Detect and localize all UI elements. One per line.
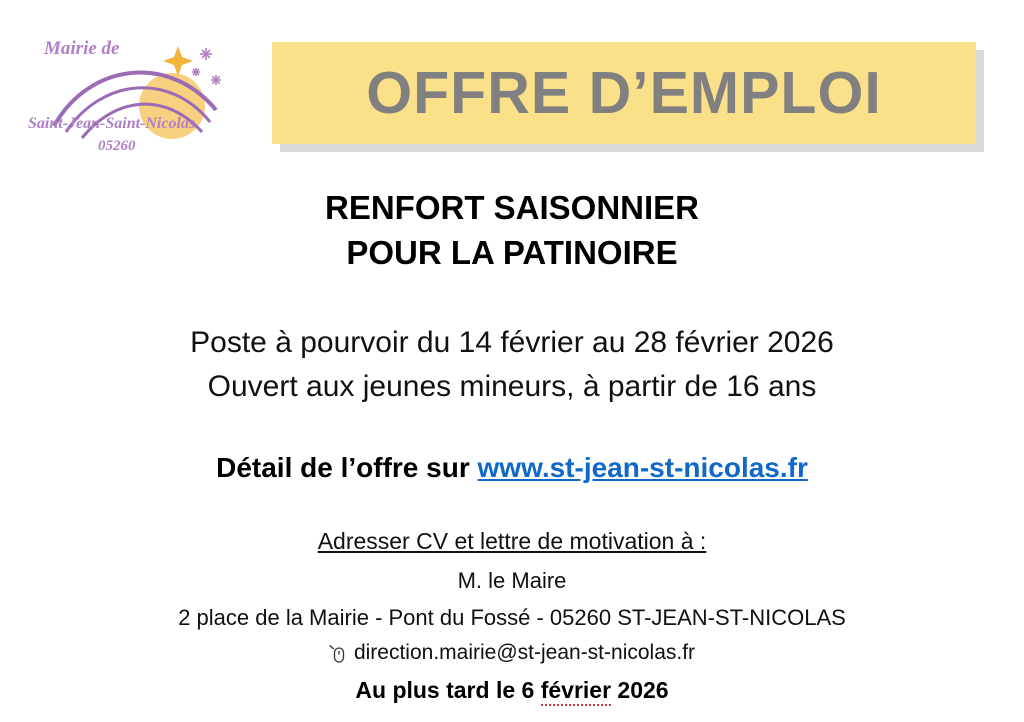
job-period: [0, 321, 1024, 408]
offer-detail-line: [0, 452, 1024, 484]
deadline-prefix: Au plus tard le 6: [355, 677, 541, 704]
title-banner: [272, 42, 984, 152]
deadline-highlight: février: [541, 677, 611, 706]
application-deadline: [0, 677, 1024, 704]
poster-content: [0, 186, 1024, 704]
banner-box: [272, 42, 976, 144]
mouse-icon: [329, 644, 347, 664]
logo-line2: Saint-Jean-Saint-Nicolas: [28, 115, 196, 132]
deadline-suffix: 2026: [611, 677, 669, 704]
job-title-line2: POUR LA PATINOIRE: [346, 233, 678, 271]
job-title: [0, 186, 1024, 275]
period-line1: Poste à pourvoir du 14 février au 28 février 2026: [190, 326, 834, 360]
contact-email-row: [0, 641, 1024, 665]
contact-block: [0, 528, 1024, 704]
contact-recipient: M. le Maire: [457, 568, 567, 594]
banner-title: OFFRE D’EMPLOI: [366, 60, 882, 126]
job-title-line1: RENFORT SAISONNIER: [324, 189, 700, 226]
logo-line1: Mairie de: [44, 38, 120, 59]
contact-address: 2 place de la Mairie - Pont du Fossé - 05260 ST-JEAN-ST-NICOLAS: [178, 605, 846, 631]
contact-heading: Adresser CV et lettre de motivation à :: [317, 528, 707, 555]
period-line2: Ouvert aux jeunes mineurs, à partir de 16 ans: [207, 369, 817, 403]
contact-email[interactable]: direction.mairie@st-jean-st-nicolas.fr: [353, 641, 696, 665]
offer-website-link[interactable]: www.st-jean-st-nicolas.fr: [477, 452, 808, 484]
commune-logo: [20, 18, 270, 168]
logo-line3: 05260: [98, 138, 136, 154]
offer-detail-prefix: Détail de l’offre sur: [216, 452, 478, 484]
